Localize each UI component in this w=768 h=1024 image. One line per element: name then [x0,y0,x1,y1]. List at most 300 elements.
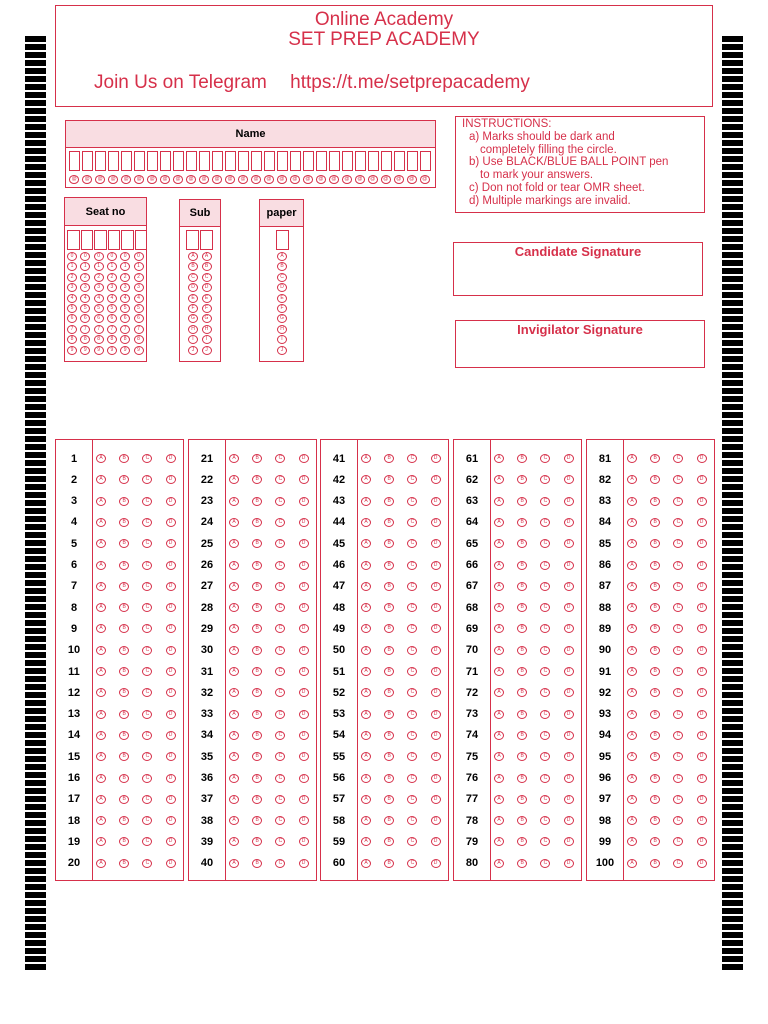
seat-digit-box[interactable] [67,230,80,250]
option-bubble[interactable]: D [697,667,707,676]
name-bubble[interactable]: @ [277,175,287,184]
option-bubble[interactable]: B [384,475,394,484]
option-bubble[interactable]: B [650,475,660,484]
seat-bubble[interactable]: 0 [67,252,77,261]
option-bubble[interactable]: C [407,667,417,676]
seat-bubble[interactable]: 6 [67,314,77,323]
option-bubble[interactable]: A [494,518,504,527]
option-bubble[interactable]: C [142,667,152,676]
seat-bubble[interactable]: 0 [107,252,117,261]
option-bubble[interactable]: B [252,518,262,527]
name-bubble[interactable]: @ [316,175,326,184]
seat-bubble[interactable]: 1 [94,262,104,271]
seat-bubble[interactable]: 6 [134,314,144,323]
name-char-box[interactable] [290,151,301,171]
option-bubble[interactable]: A [627,667,637,676]
option-bubble[interactable]: B [384,816,394,825]
option-bubble[interactable]: C [275,518,285,527]
option-bubble[interactable]: B [252,561,262,570]
option-bubble[interactable]: C [142,752,152,761]
name-char-box[interactable] [329,151,340,171]
seat-digit-box[interactable] [135,230,148,250]
option-bubble[interactable]: C [407,497,417,506]
option-bubble[interactable]: B [517,774,527,783]
option-bubble[interactable]: D [166,518,176,527]
option-bubble[interactable]: A [96,539,106,548]
seat-digit-box[interactable] [108,230,121,250]
option-bubble[interactable]: D [431,454,441,463]
option-bubble[interactable]: C [540,667,550,676]
sub-char-box[interactable] [200,230,213,250]
option-bubble[interactable]: A [361,646,371,655]
option-bubble[interactable]: A [494,475,504,484]
option-bubble[interactable]: A [361,603,371,612]
option-bubble[interactable]: B [384,624,394,633]
name-bubble[interactable]: @ [264,175,274,184]
option-bubble[interactable]: A [361,795,371,804]
option-bubble[interactable]: B [252,859,262,868]
option-bubble[interactable]: A [361,667,371,676]
option-bubble[interactable]: C [673,582,683,591]
option-bubble[interactable]: D [166,710,176,719]
seat-bubble[interactable]: 8 [134,335,144,344]
option-bubble[interactable]: D [697,454,707,463]
option-bubble[interactable]: A [627,475,637,484]
option-bubble[interactable]: D [697,518,707,527]
option-bubble[interactable]: B [119,539,129,548]
seat-bubble[interactable]: 3 [80,283,90,292]
name-char-box[interactable] [264,151,275,171]
seat-bubble[interactable]: 2 [80,273,90,282]
sub-bubble[interactable]: G [188,314,198,323]
option-bubble[interactable]: D [564,624,574,633]
option-bubble[interactable]: C [540,561,550,570]
option-bubble[interactable]: D [564,475,574,484]
option-bubble[interactable]: B [119,710,129,719]
option-bubble[interactable]: C [142,561,152,570]
seat-bubble[interactable]: 3 [120,283,130,292]
seat-bubble[interactable]: 4 [120,294,130,303]
option-bubble[interactable]: A [627,646,637,655]
option-bubble[interactable]: D [697,731,707,740]
option-bubble[interactable]: A [96,837,106,846]
option-bubble[interactable]: D [564,561,574,570]
option-bubble[interactable]: A [494,667,504,676]
option-bubble[interactable]: A [361,454,371,463]
name-char-box[interactable] [316,151,327,171]
option-bubble[interactable]: A [627,518,637,527]
option-bubble[interactable]: B [252,539,262,548]
option-bubble[interactable]: D [564,837,574,846]
name-char-box[interactable] [95,151,106,171]
name-bubble[interactable]: @ [134,175,144,184]
option-bubble[interactable]: B [650,688,660,697]
option-bubble[interactable]: D [697,859,707,868]
name-bubble[interactable]: @ [82,175,92,184]
option-bubble[interactable]: A [494,624,504,633]
name-char-box[interactable] [368,151,379,171]
option-bubble[interactable]: A [494,710,504,719]
option-bubble[interactable]: C [673,795,683,804]
paper-bubble[interactable]: F [277,304,287,313]
name-char-box[interactable] [69,151,80,171]
seat-bubble[interactable]: 9 [107,346,117,355]
option-bubble[interactable]: B [650,731,660,740]
option-bubble[interactable]: D [697,497,707,506]
option-bubble[interactable]: B [517,688,527,697]
option-bubble[interactable]: C [142,795,152,804]
option-bubble[interactable]: D [299,497,309,506]
option-bubble[interactable]: B [119,795,129,804]
option-bubble[interactable]: C [142,816,152,825]
option-bubble[interactable]: C [142,731,152,740]
paper-bubble[interactable]: B [277,262,287,271]
option-bubble[interactable]: C [275,539,285,548]
option-bubble[interactable]: D [166,646,176,655]
seat-digit-box[interactable] [94,230,107,250]
name-bubble[interactable]: @ [290,175,300,184]
option-bubble[interactable]: C [540,454,550,463]
sub-bubble[interactable]: C [202,273,212,282]
seat-bubble[interactable]: 6 [120,314,130,323]
option-bubble[interactable]: D [166,837,176,846]
option-bubble[interactable]: D [697,624,707,633]
sub-bubble[interactable]: F [188,304,198,313]
seat-bubble[interactable]: 1 [80,262,90,271]
option-bubble[interactable]: B [252,497,262,506]
option-bubble[interactable]: B [517,816,527,825]
option-bubble[interactable]: A [96,710,106,719]
option-bubble[interactable]: C [142,475,152,484]
option-bubble[interactable]: A [229,667,239,676]
seat-bubble[interactable]: 0 [94,252,104,261]
sub-bubble[interactable]: F [202,304,212,313]
name-bubble[interactable]: @ [212,175,222,184]
seat-bubble[interactable]: 9 [80,346,90,355]
option-bubble[interactable]: D [299,731,309,740]
option-bubble[interactable]: C [540,475,550,484]
option-bubble[interactable]: B [517,518,527,527]
option-bubble[interactable]: B [252,688,262,697]
option-bubble[interactable]: C [407,539,417,548]
option-bubble[interactable]: C [275,624,285,633]
seat-bubble[interactable]: 6 [94,314,104,323]
option-bubble[interactable]: B [252,624,262,633]
option-bubble[interactable]: A [96,774,106,783]
option-bubble[interactable]: D [166,731,176,740]
option-bubble[interactable]: A [96,752,106,761]
option-bubble[interactable]: A [96,561,106,570]
option-bubble[interactable]: C [142,539,152,548]
name-bubble[interactable]: @ [251,175,261,184]
seat-bubble[interactable]: 1 [67,262,77,271]
name-char-box[interactable] [251,151,262,171]
option-bubble[interactable]: D [299,475,309,484]
option-bubble[interactable]: A [96,731,106,740]
option-bubble[interactable]: C [673,688,683,697]
option-bubble[interactable]: D [299,667,309,676]
paper-bubble[interactable]: A [277,252,287,261]
option-bubble[interactable]: B [517,624,527,633]
option-bubble[interactable]: B [384,582,394,591]
option-bubble[interactable]: A [229,752,239,761]
option-bubble[interactable]: D [564,667,574,676]
name-bubble[interactable]: @ [225,175,235,184]
option-bubble[interactable]: C [275,646,285,655]
option-bubble[interactable]: D [431,731,441,740]
option-bubble[interactable]: C [275,710,285,719]
option-bubble[interactable]: C [673,859,683,868]
option-bubble[interactable]: B [650,539,660,548]
option-bubble[interactable]: D [299,454,309,463]
option-bubble[interactable]: B [517,475,527,484]
option-bubble[interactable]: A [494,752,504,761]
sub-bubble[interactable]: D [202,283,212,292]
sub-bubble[interactable]: I [202,335,212,344]
option-bubble[interactable]: A [96,646,106,655]
option-bubble[interactable]: A [627,752,637,761]
seat-bubble[interactable]: 6 [107,314,117,323]
option-bubble[interactable]: A [96,582,106,591]
option-bubble[interactable]: C [540,837,550,846]
option-bubble[interactable]: A [361,561,371,570]
option-bubble[interactable]: A [361,688,371,697]
seat-bubble[interactable]: 5 [107,304,117,313]
seat-bubble[interactable]: 8 [120,335,130,344]
option-bubble[interactable]: C [407,816,417,825]
option-bubble[interactable]: A [96,859,106,868]
option-bubble[interactable]: D [697,475,707,484]
option-bubble[interactable]: C [142,603,152,612]
option-bubble[interactable]: D [564,774,574,783]
name-bubble[interactable]: @ [381,175,391,184]
option-bubble[interactable]: C [142,688,152,697]
sub-bubble[interactable]: E [202,294,212,303]
option-bubble[interactable]: C [673,561,683,570]
option-bubble[interactable]: B [384,561,394,570]
option-bubble[interactable]: D [564,603,574,612]
option-bubble[interactable]: A [229,603,239,612]
option-bubble[interactable]: A [229,731,239,740]
name-bubble[interactable]: @ [329,175,339,184]
option-bubble[interactable]: A [229,518,239,527]
option-bubble[interactable]: C [673,667,683,676]
option-bubble[interactable]: C [142,454,152,463]
option-bubble[interactable]: D [431,624,441,633]
option-bubble[interactable]: C [540,795,550,804]
option-bubble[interactable]: D [166,774,176,783]
seat-bubble[interactable]: 9 [120,346,130,355]
seat-input-boxes[interactable] [67,230,147,250]
option-bubble[interactable]: B [650,710,660,719]
option-bubble[interactable]: D [166,624,176,633]
seat-bubble[interactable]: 7 [67,325,77,334]
option-bubble[interactable]: B [384,518,394,527]
option-bubble[interactable]: B [650,816,660,825]
option-bubble[interactable]: A [96,795,106,804]
option-bubble[interactable]: A [627,710,637,719]
option-bubble[interactable]: D [564,497,574,506]
option-bubble[interactable]: B [517,795,527,804]
option-bubble[interactable]: C [407,752,417,761]
option-bubble[interactable]: C [540,731,550,740]
option-bubble[interactable]: C [673,539,683,548]
sub-char-box[interactable] [186,230,199,250]
seat-bubble[interactable]: 2 [134,273,144,282]
option-bubble[interactable]: B [119,774,129,783]
option-bubble[interactable]: A [229,582,239,591]
option-bubble[interactable]: D [166,582,176,591]
option-bubble[interactable]: C [673,731,683,740]
seat-bubble[interactable]: 3 [67,283,77,292]
seat-bubble[interactable]: 4 [80,294,90,303]
option-bubble[interactable]: D [564,795,574,804]
option-bubble[interactable]: C [142,774,152,783]
option-bubble[interactable]: C [275,561,285,570]
seat-bubble[interactable]: 0 [120,252,130,261]
option-bubble[interactable]: A [494,795,504,804]
option-bubble[interactable]: B [252,603,262,612]
option-bubble[interactable]: D [166,859,176,868]
option-bubble[interactable]: C [275,603,285,612]
option-bubble[interactable]: B [650,603,660,612]
option-bubble[interactable]: B [517,837,527,846]
option-bubble[interactable]: B [517,454,527,463]
sub-bubble[interactable]: G [202,314,212,323]
option-bubble[interactable]: C [540,752,550,761]
option-bubble[interactable]: D [697,795,707,804]
option-bubble[interactable]: C [407,582,417,591]
seat-bubble[interactable]: 8 [80,335,90,344]
option-bubble[interactable]: C [275,837,285,846]
option-bubble[interactable]: D [166,475,176,484]
seat-bubble[interactable]: 5 [80,304,90,313]
option-bubble[interactable]: D [697,710,707,719]
option-bubble[interactable]: C [142,497,152,506]
option-bubble[interactable]: D [564,646,574,655]
option-bubble[interactable]: D [564,518,574,527]
option-bubble[interactable]: B [384,646,394,655]
option-bubble[interactable]: B [650,667,660,676]
option-bubble[interactable]: D [299,646,309,655]
option-bubble[interactable]: C [673,752,683,761]
option-bubble[interactable]: C [540,518,550,527]
name-bubble[interactable]: @ [108,175,118,184]
name-bubble[interactable]: @ [394,175,404,184]
name-char-box[interactable] [381,151,392,171]
option-bubble[interactable]: D [166,816,176,825]
option-bubble[interactable]: D [299,582,309,591]
name-char-box[interactable] [342,151,353,171]
option-bubble[interactable]: A [494,688,504,697]
seat-bubble[interactable]: 8 [67,335,77,344]
option-bubble[interactable]: A [96,816,106,825]
option-bubble[interactable]: C [407,731,417,740]
option-bubble[interactable]: C [407,774,417,783]
paper-bubble[interactable]: I [277,335,287,344]
option-bubble[interactable]: A [494,582,504,591]
name-bubble[interactable]: @ [342,175,352,184]
option-bubble[interactable]: C [275,688,285,697]
option-bubble[interactable]: C [540,582,550,591]
option-bubble[interactable]: B [119,603,129,612]
option-bubble[interactable]: B [119,859,129,868]
option-bubble[interactable]: D [564,752,574,761]
option-bubble[interactable]: C [142,518,152,527]
option-bubble[interactable]: C [673,837,683,846]
option-bubble[interactable]: A [229,539,239,548]
name-bubble[interactable]: @ [199,175,209,184]
option-bubble[interactable]: A [494,859,504,868]
option-bubble[interactable]: D [564,859,574,868]
option-bubble[interactable]: C [540,688,550,697]
option-bubble[interactable]: A [361,731,371,740]
option-bubble[interactable]: C [142,837,152,846]
option-bubble[interactable]: D [299,752,309,761]
name-char-box[interactable] [186,151,197,171]
option-bubble[interactable]: D [697,688,707,697]
option-bubble[interactable]: A [494,497,504,506]
option-bubble[interactable]: A [229,816,239,825]
option-bubble[interactable]: C [540,646,550,655]
option-bubble[interactable]: A [627,795,637,804]
name-input-boxes[interactable] [69,151,431,171]
sub-bubble[interactable]: D [188,283,198,292]
option-bubble[interactable]: A [229,774,239,783]
option-bubble[interactable]: A [361,774,371,783]
option-bubble[interactable]: C [407,475,417,484]
option-bubble[interactable]: D [166,795,176,804]
option-bubble[interactable]: A [361,859,371,868]
option-bubble[interactable]: B [517,710,527,719]
sub-bubble[interactable]: E [188,294,198,303]
option-bubble[interactable]: C [673,774,683,783]
option-bubble[interactable]: D [564,816,574,825]
seat-bubble[interactable]: 1 [134,262,144,271]
option-bubble[interactable]: C [673,816,683,825]
option-bubble[interactable]: D [431,688,441,697]
option-bubble[interactable]: B [384,603,394,612]
option-bubble[interactable]: B [384,752,394,761]
option-bubble[interactable]: C [673,497,683,506]
option-bubble[interactable]: B [119,561,129,570]
option-bubble[interactable]: B [252,582,262,591]
option-bubble[interactable]: D [697,561,707,570]
option-bubble[interactable]: A [627,816,637,825]
option-bubble[interactable]: D [431,859,441,868]
option-bubble[interactable]: C [407,646,417,655]
option-bubble[interactable]: C [407,837,417,846]
option-bubble[interactable]: A [494,816,504,825]
name-bubble[interactable]: @ [69,175,79,184]
option-bubble[interactable]: A [627,603,637,612]
seat-bubble[interactable]: 5 [134,304,144,313]
paper-bubble[interactable]: D [277,283,287,292]
seat-bubble[interactable]: 3 [134,283,144,292]
option-bubble[interactable]: D [166,667,176,676]
option-bubble[interactable]: C [673,454,683,463]
sub-input-boxes[interactable] [186,230,213,250]
option-bubble[interactable]: A [96,667,106,676]
option-bubble[interactable]: B [119,646,129,655]
option-bubble[interactable]: D [431,603,441,612]
option-bubble[interactable]: D [299,603,309,612]
option-bubble[interactable]: B [650,624,660,633]
option-bubble[interactable]: B [650,561,660,570]
paper-bubble[interactable]: G [277,314,287,323]
seat-bubble[interactable]: 7 [107,325,117,334]
name-char-box[interactable] [147,151,158,171]
